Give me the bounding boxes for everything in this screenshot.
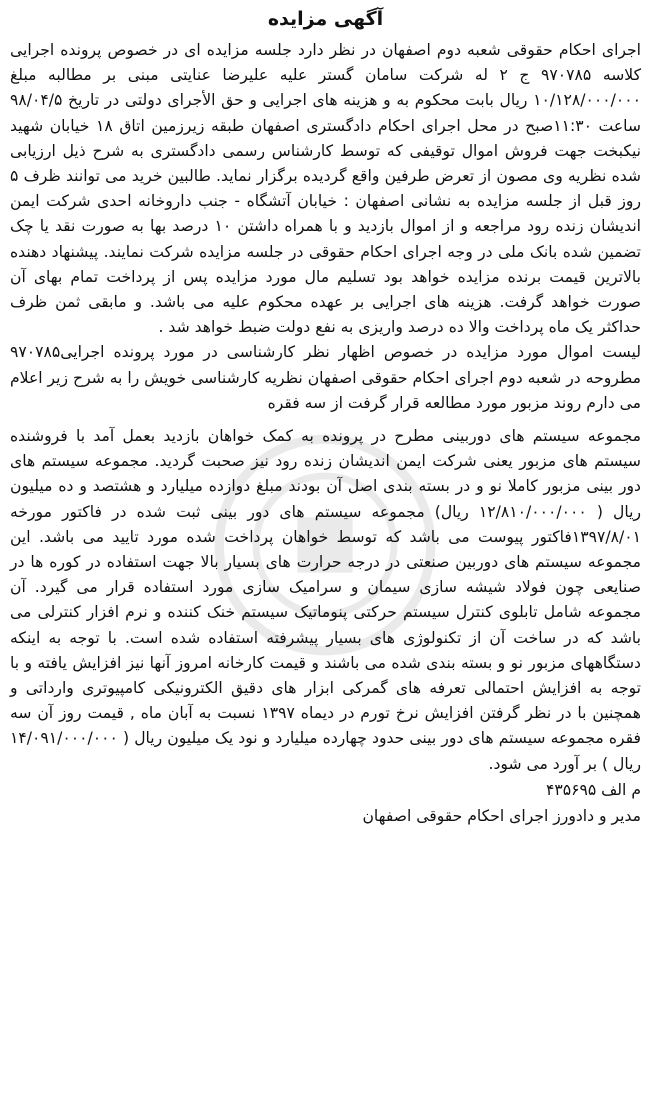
notice-title: آگهی مزایده	[267, 8, 384, 30]
notice-paragraph-expert-opinion: مجموعه سیستم های دوربینی مطرح در پرونده به کمک خواهان بازدید بعمل آمد با فروشنده سیستم های مزبور یعنی شرکت ایمن اندیشان زنده رود نیز صحبت گردید. مجموعه سیستم های دور بینی مزبور کاملا نو و در بسته بندی اصل آن بودند مبلغ دوازده میلیارد و هشتصد و ده میلیون ریال ( ۱۲/۸۱۰/۰۰۰/۰۰۰ ریال) مجموعه سیستم های دور بینی ثبت شده در فاکتور مورخه ۱۳۹۷/۸/۰۱فاکتور پیوست می باشد که توسط خواهان پرداخت شده مورد تایید می باشد. این مجموعه سیستم های دوربین صنعتی در درجه حرارت های بسیار بالا جهت استفاده در کوره ها در صنایعی چون فولاد شیشه سازی سیمان و سرامیک سازی مورد استفاده قرار می گیرد. آن مجموعه شامل تابلوی کنترل سیستم حرکتی پنوماتیک سیستم خنک کننده و نرم افزار کنترلی می باشد که در ساخت آن از تکنولوژی های بسیار پیشرفته استفاده شده است. با توجه به اینکه دستگاههای مزبور نو و بسته بندی شده می باشند و قیمت کارخانه امروز آنها نیز افزایش یافته و با توجه به افزایش احتمالی تعرفه های گمرکی ابزار های دقیق الکترونیکی کامپیوتری وارداتی و همچنین با در نظر گرفتن افزایش نرخ تورم در دیماه ۱۳۹۷ نسبت به آبان ماه , قیمت روز آن سه فقره مجموعه سیستم های دور بینی حدود چهارده میلیارد و نود یک میلیون ریال ( ۱۴/۰۹۱/۰۰۰/۰۰۰ ریال ) بر آورد می شود.	[10, 427, 641, 773]
notice-signature: مدیر و دادورز اجرای احکام حقوقی اصفهان	[362, 806, 641, 825]
notice-paragraph-auction-details: اجرای احکام حقوقی شعبه دوم اصفهان در نظر دارد جلسه مزایده ای در خصوص پرونده اجرایی کلاسه ۹۷۰۷۸۵ ج ۲ له شرکت سامان گستر علیه علیرضا عنایتی مبنی بر مطالبه مبلغ ۱۰/۱۲۸/۰۰۰/۰۰۰ ریال بابت محکوم به و هزینه های اجرایی و حق الأجرای دولتی در تاریخ ۹۸/۰۴/۵ ساعت ۱۱:۳۰صبح در محل اجرای احکام دادگستری اصفهان طبقه زیرزمین اتاق ۱۸ خیابان شهید نیکبخت جهت فروش اموال توقیفی که توسط کارشناس رسمی دادگستری به شرح ذیل ارزیابی شده نظریه وی مصون از تعرض طرفین واقع گردیده برگزار نماید. طالبین خرید می توانند ظرف ۵ روز قبل از جلسه مزایده به نشانی اصفهان : خیابان آتشگاه - جنب داروخانه احدی شرکت ایمن اندیشان زنده رود مراجعه و از اموال بازدید و با همراه داشتن ۱۰ درصد بها به صورت نقد یا چک تضمین شده بانک ملی در وجه اجرای احکام حقوقی در جلسه مزایده شرکت نمایند. پیشنهاد دهنده بالاترین قیمت برنده مزایده خواهد بود تسلیم مال مورد مزایده پس از پرداخت تمام بهای آن صورت خواهد گرفت. هزینه های اجرایی بر عهده محکوم علیه می باشد. و مابقی ثمن ظرف حداکثر یک ماه پرداخت والا ده درصد واریزی به نفع دولت ضبط خواهد شد .	[10, 41, 641, 337]
paragraph-gap	[10, 416, 641, 424]
notice-paragraph-asset-list-intro: لیست اموال مورد مزایده در خصوص اظهار نظر کارشناسی در مورد پرونده اجرایی۹۷۰۷۸۵ مطروحه در شعبه دوم اجرای احکام حقوقی اصفهان نظریه کارشناسی خویش را به شرح زیر اعلام می دارم روند مزبور مورد مطالعه قرار گرفت از سه فقره	[10, 343, 641, 412]
notice-code-line: م الف ۴۳۵۶۹۵	[545, 780, 641, 799]
